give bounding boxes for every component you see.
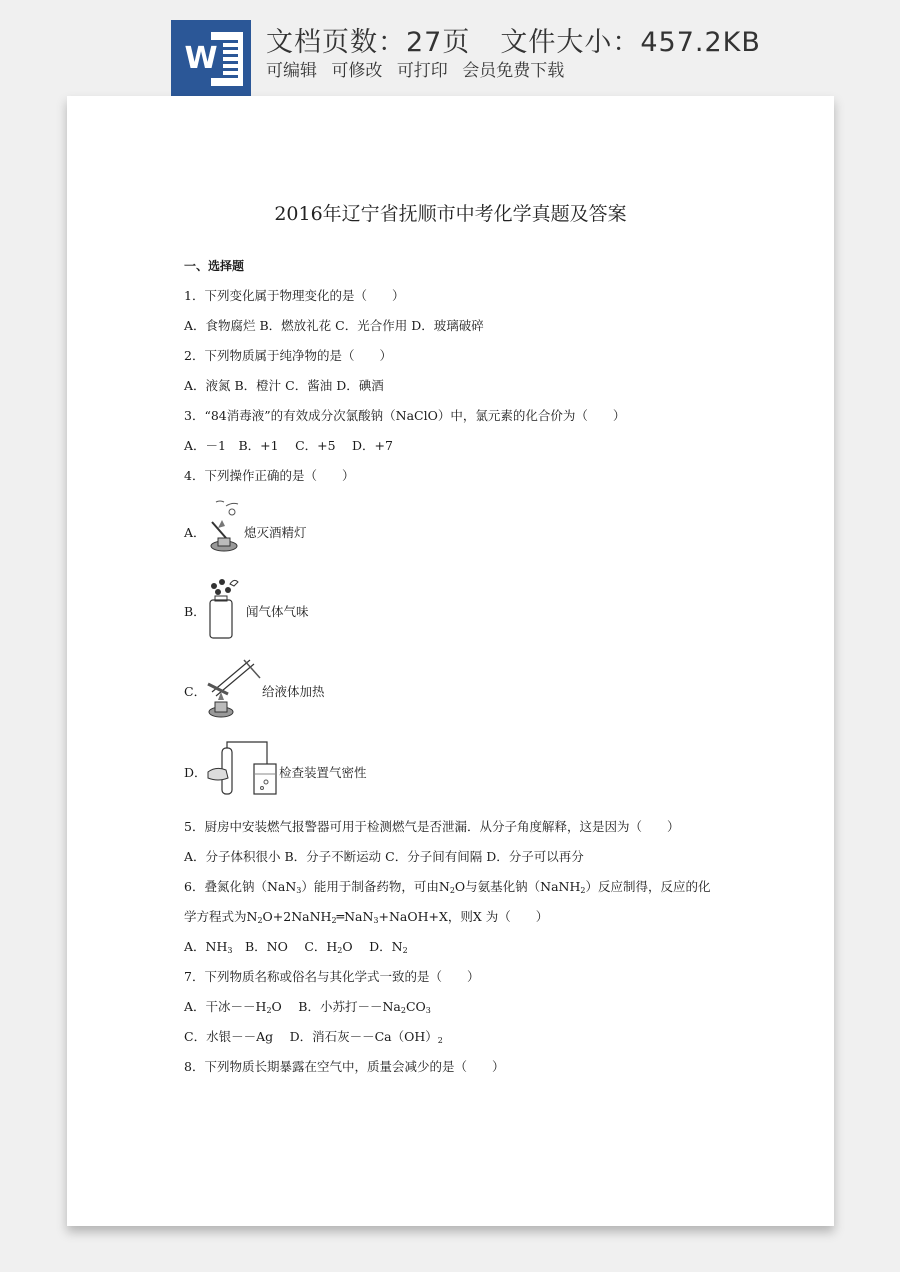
question-6-line-1: 6．叠氮化钠（NaN$_3$）能用于制备药物，可由$N_2O$与氨基化钠（NaNH$_2$）反应制得，反应的化 xyxy=(184,879,711,895)
document-page xyxy=(67,96,834,1226)
feature-modifiable: 可修改 xyxy=(331,61,383,81)
option-a-text: 熄灭酒精灯 xyxy=(244,525,307,540)
page-title: 2016年辽宁省抚顺市中考化学真题及答案 xyxy=(274,203,627,225)
question-6-line-2: 学方程式为$N_2O+2NaNH_2═NaN_3+NaOH+X$，则X 为（ ） xyxy=(184,909,549,925)
question-7-options-2: C．水银－－Ag D．消石灰$--Ca(OH)_2$ xyxy=(184,1029,443,1045)
liquid-heating-figure xyxy=(204,656,264,722)
feature-printable: 可打印 xyxy=(396,61,448,81)
option-a-letter: A． xyxy=(184,525,206,540)
question-6-options: A．$NH_3$ B．NO C．$H_2O$ D．$N_2$ xyxy=(184,939,408,955)
alcohol-lamp-figure xyxy=(204,498,244,554)
feature-free-download: 会员免费下载 xyxy=(462,61,565,81)
option-d-text: 检查装置气密性 xyxy=(279,765,367,780)
question-2-options: A．液氮 B．橙汁 C．酱油 D．碘酒 xyxy=(184,378,384,393)
question-4: 4．下列操作正确的是（ ） xyxy=(184,468,355,483)
page-count: 文档页数：27页 xyxy=(266,27,471,58)
download-banner xyxy=(0,0,900,96)
question-2: 2．下列物质属于纯净物的是（ ） xyxy=(184,348,392,363)
question-3-options: A．－1 B．+1 C．+5 D．+7 xyxy=(184,438,393,453)
file-info xyxy=(266,20,761,59)
file-size: 文件大小：457.2KB xyxy=(500,27,761,58)
feature-editable: 可编辑 xyxy=(266,61,317,81)
feature-list xyxy=(266,56,573,81)
word-document-icon: W xyxy=(171,20,251,96)
option-b-letter: B． xyxy=(184,604,206,619)
option-b-text: 闻气体气味 xyxy=(246,604,309,619)
airtightness-check-figure xyxy=(204,738,280,800)
question-7: 7．下列物质名称或俗名与其化学式一致的是（ ） xyxy=(184,969,480,984)
question-5-options: A．分子体积很小 B．分子不断运动 C．分子间有间隔 D．分子可以再分 xyxy=(184,849,584,864)
question-1-options: A．食物腐烂 B．燃放礼花 C．光合作用 D．玻璃破碎 xyxy=(184,318,484,333)
section-heading: 一、选择题 xyxy=(184,259,245,273)
question-3: 3．“84消毒液”的有效成分次氯酸钠（NaClO）中，氯元素的化合价为（ ） xyxy=(184,408,626,423)
option-c-text: 给液体加热 xyxy=(262,684,325,699)
option-d-letter: D． xyxy=(184,765,207,780)
question-5: 5．厨房中安装燃气报警器可用于检测燃气是否泄漏．从分子角度解释，这是因为（ ） xyxy=(184,819,680,834)
question-8: 8．下列物质长期暴露在空气中，质量会减少的是（ ） xyxy=(184,1059,505,1074)
gas-bottle-figure xyxy=(204,576,244,640)
question-1: 1．下列变化属于物理变化的是（ ） xyxy=(184,288,405,303)
option-c-letter: C． xyxy=(184,684,207,699)
question-7-options-1: A．干冰$--H_2O$ B．小苏打$--Na_2CO_3$ xyxy=(184,999,431,1015)
